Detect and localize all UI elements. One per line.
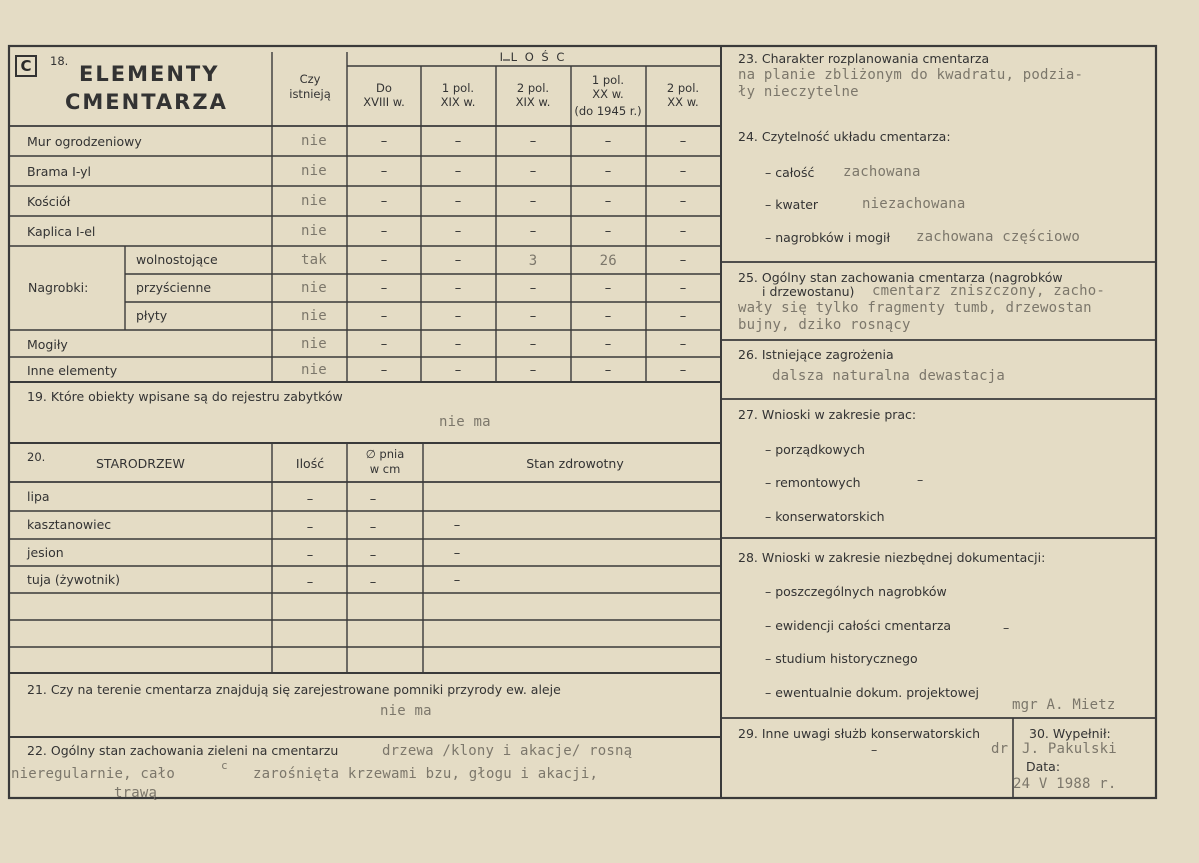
quantity-cell: – <box>454 164 462 179</box>
period-5-line1: 2 pol. <box>666 81 700 95</box>
element-sub-label: płyty <box>136 308 168 323</box>
quantity-cell: – <box>529 309 537 324</box>
element-exists-value: nie <box>301 223 327 239</box>
element-exists-value: nie <box>301 133 327 149</box>
col-exists-line1: Czy <box>299 72 321 86</box>
quantity-cell: – <box>454 309 462 324</box>
period-4-line3: (do 1945 r.) <box>574 104 642 118</box>
quantity-cell: – <box>380 164 388 179</box>
quantity-cell: – <box>604 362 612 378</box>
quantity-cell: – <box>380 224 388 239</box>
period-2-line1: 1 pol. <box>441 81 475 95</box>
period-5-line2: XX w. <box>667 95 699 109</box>
s18-title-line1: ELEMENTY <box>79 62 220 86</box>
tree-row-name: kasztanowiec <box>27 517 112 532</box>
documentation-item: – poszczególnych nagrobków <box>765 584 947 599</box>
tree-row-qty: – <box>306 520 314 535</box>
layout-readability-value: zachowana częściowo <box>916 229 1080 245</box>
s23-label: 23. Charakter rozplanowania cmentarza <box>738 51 990 66</box>
works-conclusion-value: – <box>917 472 924 487</box>
s28-label: 28. Wnioski w zakresie niezbędnej dokumentacji: <box>738 550 1046 565</box>
element-exists-value: nie <box>301 335 327 352</box>
layout-readability-item: – nagrobków i mogił <box>765 230 891 245</box>
section-letter-box: C <box>15 55 37 77</box>
s24-label: 24. Czytelność układu cmentarza: <box>738 129 951 144</box>
quantity-cell: – <box>679 281 687 296</box>
s18-number: 18. <box>50 54 69 68</box>
quantity-cell: – <box>604 134 612 149</box>
quantity-cell: – <box>679 134 687 149</box>
quantity-cell: – <box>529 281 537 296</box>
s21-label: 21. Czy na terenie cmentarza znajdują się zarejestrowane pomniki przyrody ew. aleje <box>27 682 561 697</box>
s18-title-line2: CMENTARZA <box>65 90 228 114</box>
quantity-cell: – <box>529 362 537 378</box>
period-4-line1: 1 pol. <box>591 73 625 87</box>
tree-row-diam: – <box>369 547 377 563</box>
documentation-item: – ewentualnie dokum. projektowej <box>765 685 980 700</box>
quantity-cell: – <box>679 253 687 268</box>
quantity-cell: – <box>454 281 462 296</box>
tree-row-diam: – <box>369 574 377 590</box>
s25-value-line2: wały się tylko fragmenty tumb, drzewostan <box>738 300 1092 316</box>
quantity-cell: – <box>604 164 612 179</box>
s19-value: nie ma <box>439 414 491 430</box>
s30-label: 30. Wypełnił: <box>1029 726 1111 741</box>
quantity-cell: – <box>529 224 537 239</box>
quantity-cell: 26 <box>599 253 617 269</box>
quantity-cell: – <box>604 194 612 209</box>
element-row-label: Kaplica I-el <box>27 224 96 239</box>
element-exists-value: nie <box>301 280 327 296</box>
period-3-line2: XIX w. <box>515 95 551 109</box>
quantity-cell: – <box>604 281 612 296</box>
element-sub-label: przyścienne <box>136 280 212 295</box>
quantity-cell: – <box>679 336 687 352</box>
s29-value: – <box>871 742 878 757</box>
s22-line3: trawą <box>114 785 158 801</box>
element-exists-value: nie <box>301 361 327 378</box>
quantity-cell: – <box>454 224 462 239</box>
quantity-cell: – <box>380 309 388 324</box>
element-exists-value: nie <box>301 193 327 209</box>
documentation-value: – <box>1003 620 1010 635</box>
element-row-label: Inne elementy <box>27 362 118 378</box>
s22-label: 22. Ogólny stan zachowania zieleni na cmentarzu <box>27 743 339 758</box>
col-diam-line2: w cm <box>369 462 401 476</box>
quantity-cell: – <box>604 336 612 352</box>
quantity-cell: – <box>604 224 612 239</box>
period-1-line2: XVIII w. <box>363 95 405 109</box>
s20-number: 20. <box>27 450 46 464</box>
layout-readability-value: niezachowana <box>862 196 966 212</box>
quantity-cell: – <box>454 134 462 149</box>
quantity-cell: – <box>679 224 687 239</box>
documentation-value: mgr A. Mietz <box>1012 697 1116 713</box>
tree-row-diam: – <box>369 491 377 507</box>
tree-row-qty: – <box>306 547 314 563</box>
tree-row-qty: – <box>306 491 314 507</box>
s26-label: 26. Istniejące zagrożenia <box>738 347 894 362</box>
s21-value: nie ma <box>380 703 432 719</box>
s30-date-label: Data: <box>1026 759 1061 774</box>
s25-value-line1: cmentarz zniszczony, zacho- <box>872 283 1105 299</box>
element-sub-label: wolnostojące <box>136 252 218 267</box>
quantity-cell: – <box>380 253 388 268</box>
col-diam-line1: ∅ pnia <box>365 447 405 461</box>
s19-label: 19. Które obiekty wpisane są do rejestru zabytków <box>27 389 343 404</box>
s27-label: 27. Wnioski w zakresie prac: <box>738 407 917 422</box>
s25-label-line1: 25. Ogólny stan zachowania cmentarza (nagrobków <box>738 270 1063 285</box>
element-exists-value: nie <box>301 163 327 179</box>
layout-readability-value: zachowana <box>843 164 921 180</box>
tree-row-health: – <box>453 545 461 561</box>
s29-prefix: dr <box>991 741 1009 757</box>
works-conclusion-item: – remontowych <box>765 475 861 490</box>
quantity-cell: – <box>529 164 537 179</box>
nagrobki-group-label: Nagrobki: <box>28 280 89 295</box>
quantity-cell: – <box>380 134 388 149</box>
col-qty: Ilość <box>295 456 325 471</box>
s30-date: 24 V 1988 r. <box>1013 776 1117 792</box>
quantity-cell: – <box>454 253 462 268</box>
element-row-label: Mogiły <box>27 336 68 352</box>
s29-label: 29. Inne uwagi służb konserwatorskich <box>738 726 980 741</box>
quantity-cell: – <box>529 194 537 209</box>
period-1-line1: Do <box>376 81 392 95</box>
col-exists-line2: istnieją <box>289 87 331 101</box>
s20-title: STARODRZEW <box>96 456 185 471</box>
quantity-cell: – <box>380 362 388 378</box>
period-4-line2: XX w. <box>592 87 624 101</box>
period-3-line1: 2 pol. <box>516 81 550 95</box>
quantity-cell: – <box>604 309 612 324</box>
s26-value: dalsza naturalna dewastacja <box>772 368 1005 384</box>
tree-row-name: tuja (żywotnik) <box>27 571 121 587</box>
quantity-cell: – <box>454 194 462 209</box>
element-row-label: Mur ogrodzeniowy <box>27 134 142 149</box>
tree-row-health: – <box>453 518 461 533</box>
quantity-cell: – <box>454 336 462 352</box>
tree-row-name: lipa <box>27 488 50 504</box>
layout-readability-item: – całość <box>765 165 815 180</box>
quantity-cell: – <box>380 194 388 209</box>
s30-name: J. Pakulski <box>1022 741 1117 757</box>
quantity-cell: – <box>679 309 687 324</box>
s22-line1: drzewa /klony i akacje/ rosną <box>382 743 633 759</box>
quantity-cell: – <box>380 281 388 296</box>
col-health: Stan zdrowotny <box>526 456 624 471</box>
layout-readability-item: – kwater <box>765 197 819 212</box>
element-exists-value: tak <box>301 252 327 268</box>
s25-value-line3: bujny, dziko rosnący <box>738 317 911 333</box>
ilosc-header: I L O Ś C <box>499 50 567 64</box>
period-2-line2: XIX w. <box>440 95 476 109</box>
documentation-item: – studium historycznego <box>765 651 918 666</box>
tree-row-qty: – <box>306 574 314 590</box>
tree-row-name: jesion <box>27 544 64 560</box>
quantity-cell: – <box>529 134 537 149</box>
s23-line1: na planie zbliżonym do kwadratu, podzia- <box>738 67 1084 83</box>
element-row-label: Kościół <box>27 194 71 209</box>
quantity-cell: – <box>679 362 687 378</box>
s23-line2: ły nieczytelne <box>738 84 859 100</box>
works-conclusion-item: – porządkowych <box>765 442 865 457</box>
quantity-cell: 3 <box>528 253 538 269</box>
quantity-cell: – <box>679 164 687 179</box>
quantity-cell: – <box>380 336 388 352</box>
tree-row-health: – <box>453 572 461 588</box>
quantity-cell: – <box>454 362 462 378</box>
s22-line2-mark: c <box>221 759 228 772</box>
element-exists-value: nie <box>301 308 327 324</box>
quantity-cell: – <box>679 194 687 209</box>
s22-line2-rest: zarośnięta krzewami bzu, głogu i akacji, <box>253 766 599 782</box>
works-conclusion-item: – konserwatorskich <box>765 509 885 524</box>
s22-line2: nieregularnie, cało <box>11 766 175 782</box>
documentation-item: – ewidencji całości cmentarza <box>765 618 952 633</box>
tree-row-diam: – <box>369 520 377 535</box>
quantity-cell: – <box>529 336 537 352</box>
element-row-label: Brama I-yl <box>27 164 92 179</box>
s25-label-line2: i drzewostanu) <box>762 284 855 299</box>
